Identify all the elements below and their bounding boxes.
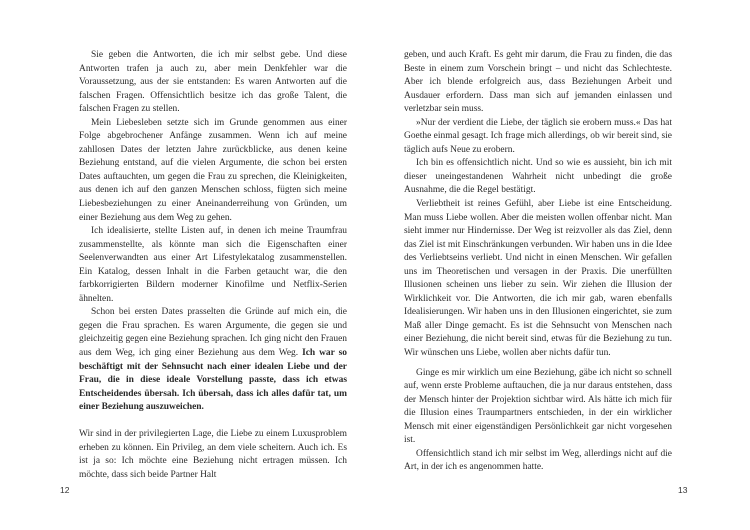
paragraph: Ich bin es offensichtlich nicht. Und so wie es aussieht, bin ich mit dieser uneingestandenen Wahrheit nicht unbedingt die große Ausnahme, die die Regel bestätigt. [404,158,672,196]
paragraph [79,306,347,414]
paragraph: Sie geben die Antworten, die ich mir selbst gebe. Und diese Antworten trafen ja auch zu, aber mein Denkfehler war die Voraussetzung, aus der sie entstanden: Es waren Antworten auf die falschen Fragen. Offensichtlich besitze ich das große Talent, die falschen Fragen zu stellen. [79,50,347,115]
goethe-quote-paragraph: »Nur der verdient die Liebe, der täglich sie erobern muss.« Das hat Goethe einmal gesagt. Ich frage mich allerdings, ob wir bereit sind, sie täglich aufs Neue zu erobern. [404,117,672,155]
paragraph: geben, und auch Kraft. Es geht mir darum, die Frau zu finden, die das Beste in einem zum Vorschein bringt – und nicht das Schlechteste. Aber ich blende erfolgreich aus, dass Beziehungen Arbeit und Ausdauer erfordern. Dass man sich auf jemanden einlassen und verletzbar sein muss. [404,50,672,115]
paragraph: Ich idealisierte, stellte Listen auf, in denen ich meine Traumfrau zusammenstellte, als könnte man sich die Eigenschaften einer Seelenverwandten aus einer Art Lifestylekatalog zusammenstellen. Ein Katalog, dessen Inhalt in die Farben getaucht war, die den farbkorrigierten Bildern moderner Kinofilme und Netflix-Serien ähnelten. [79,226,347,304]
paragraph: Offensichtlich stand ich mir selbst im Weg, allerdings nicht auf die Art, in der ich es angenommen hatte. [404,448,672,473]
left-page [79,49,347,483]
paragraph-text: Schon bei ersten Dates prasselten die Gründe auf mich ein, die gegen die Frau sprachen. Es waren Argumente, die gegen sie und gleichzeitig gegen eine Beziehung sprachen. Ich ging nicht den Frauen aus dem Weg, ich ging einer Beziehung aus dem Weg. [79,307,347,359]
paragraph: Ginge es mir wirklich um eine Beziehung, gäbe ich nicht so schnell auf, wenn erste Probleme auftauchen, die ja nur daraus entstehen, dass der Mensch hinter der Projektion sichtbar wird. Als hätte ich mich für die Illusion eines Traumpartners entschieden, in der ein wirklicher Mensch mit einer eigenständigen Persönlichkeit gar nicht vorgesehen ist. [404,367,672,446]
right-page [404,49,672,475]
closing-paragraph: Wir sind in der privilegierten Lage, die Liebe zu einem Luxusproblem erheben zu können. Ein Privileg, an dem viele scheitern. Auch ich. Es ist ja so: Ich möchte eine Beziehung nicht ertragen müssen. Ich möchte, dass sich beide Partner Halt [79,429,347,480]
page-number-left: 12 [60,485,70,495]
paragraph: Mein Liebesleben setzte sich im Grunde genommen aus einer Folge abgebrochener Anfänge zusammen. Wenn ich auf meine zahllosen Dates der letzten Jahre zurückblicke, aus denen keine Beziehung entstand, auf die vielen Argumente, die schon bei ersten Dates auftauchten, um gegen die Frau zu sprechen, die Kleinigkeiten, aus denen ich auf den ganzen Menschen schloss, fügten sich meine Liebesbeziehungen zu einer Aneinanderreihung von Gründen, um einer Beziehung aus dem Weg zu gehen. [79,117,347,223]
page-number-right: 13 [678,485,688,495]
bold-passage: Ich war so beschäftigt mit der Sehnsucht nach einer idealen Liebe und der Frau, die in diese ideale Vorstellung passte, dass ich etwas Entscheidendes übersah. Ich übersah, dass ich alles dafür tat, um einer Beziehung auszuweichen. [79,348,347,413]
paragraph: Verliebtheit ist reines Gefühl, aber Liebe ist eine Entscheidung. Man muss Liebe wollen. Aber die meisten wollen offenbar nicht. Man sieht immer nur Hindernisse. Der Weg ist reizvoller als das Ziel, denn das Ziel ist mit Einschränkungen verbunden. Wir haben uns in die Idee des Verliebtseins verliebt. Und nicht in einen Menschen. Wir gefallen uns im Theoretischen und versagen in der Praxis. Die unerfüllten Illusionen scheinen uns lieber zu sein. Wir ziehen die Illusion der Wirklichkeit vor. Die Antworten, die ich mir gab, waren ebenfalls Idealisierungen. Wir haben uns in den Illusionen eingerichtet, sie zum Maß aller Dinge gemacht. Es ist die Sehnsucht von Menschen nach einer Beziehung, die nicht bereit sind, etwas für die Beziehung zu tun. Wir wünschen uns Liebe, wollen aber nichts dafür tun. [404,199,672,359]
